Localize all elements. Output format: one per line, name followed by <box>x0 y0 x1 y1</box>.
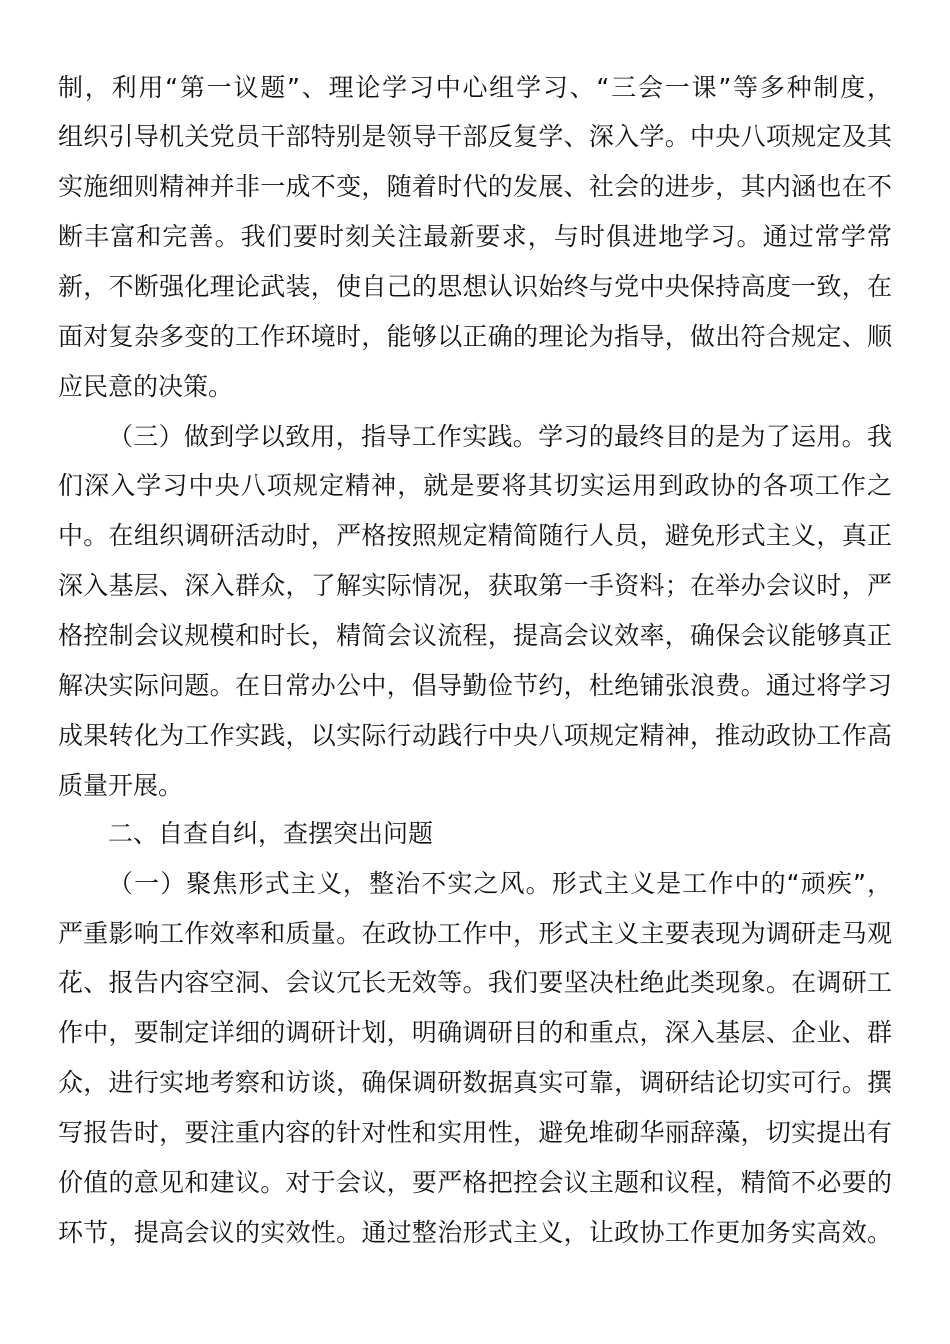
text-line-13: 解决实际问题。在日常办公中，倡导勤俭节约，杜绝铺张浪费。通过将学习 <box>58 671 892 700</box>
text-line-2: 组织引导机关党员干部特别是领导干部反复学、深入学。中央八项规定及其 <box>58 122 892 151</box>
text-line-21: 众，进行实地考察和访谈，确保调研数据真实可靠，调研结论切实可行。撰 <box>58 1068 892 1097</box>
text-line-1: 制，利用“第一议题”、理论学习中心组学习、“三会一课”等多种制度， <box>58 73 892 102</box>
text-line-22: 写报告时，要注重内容的针对性和实用性，避免堆砌华丽辞藻，切实提出有 <box>58 1118 892 1147</box>
section-heading: 二、自查自纠，查摆突出问题 <box>108 819 434 848</box>
text-line-7: 应民意的决策。 <box>58 372 234 401</box>
text-line-6: 面对复杂多变的工作环境时，能够以正确的理论为指导，做出符合规定、顺 <box>58 322 892 351</box>
text-line-14: 成果转化为工作实践，以实际行动践行中央八项规定精神，推动政协工作高 <box>58 721 892 750</box>
text-line-19: 花、报告内容空洞、会议冗长无效等。我们要坚决杜绝此类现象。在调研工 <box>58 968 892 997</box>
text-line-15: 质量开展。 <box>58 771 184 800</box>
text-line-9: 们深入学习中央八项规定精神，就是要将其切实运用到政协的各项工作之 <box>58 471 892 500</box>
text-line-10: 中。在组织调研活动时，严格按照规定精简随行人员，避免形式主义，真正 <box>58 521 892 550</box>
text-line-5: 新，不断强化理论武装，使自己的思想认识始终与党中央保持高度一致，在 <box>58 272 892 301</box>
text-line-11: 深入基层、深入群众，了解实际情况，获取第一手资料；在举办会议时，严 <box>58 571 892 600</box>
text-line-23: 价值的意见和建议。对于会议，要严格把控会议主题和议程，精简不必要的 <box>58 1168 892 1197</box>
text-line-24: 环节，提高会议的实效性。通过整治形式主义，让政协工作更加务实高效。 <box>58 1218 892 1247</box>
paragraph-3-first-line: （三）做到学以致用，指导工作实践。学习的最终目的是为了运用。我 <box>108 422 892 451</box>
text-line-4: 断丰富和完善。我们要时刻关注最新要求，与时俱进地学习。通过常学常 <box>58 222 892 251</box>
text-line-3: 实施细则精神并非一成不变，随着时代的发展、社会的进步，其内涵也在不 <box>58 172 892 201</box>
text-line-12: 格控制会议规模和时长，精简会议流程，提高会议效率，确保会议能够真正 <box>58 621 892 650</box>
paragraph-1-first-line: （一）聚焦形式主义，整治不实之风。形式主义是工作中的“顽疾”， <box>108 869 892 898</box>
text-line-20: 作中，要制定详细的调研计划，明确调研目的和重点，深入基层、企业、群 <box>58 1018 892 1047</box>
text-line-18: 严重影响工作效率和质量。在政协工作中，形式主义主要表现为调研走马观 <box>58 919 892 948</box>
